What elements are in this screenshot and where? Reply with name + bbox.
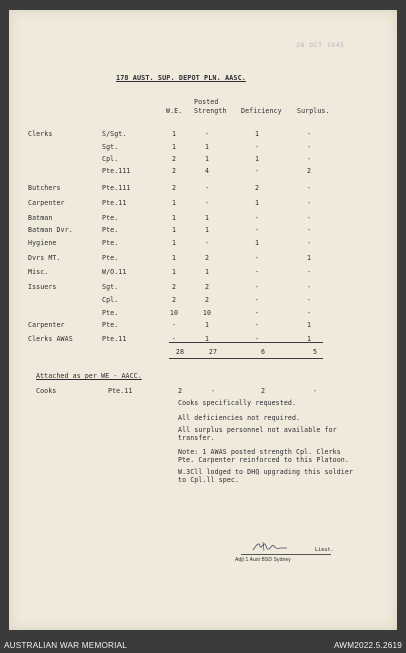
row-category: Misc. bbox=[28, 268, 49, 276]
document-title: 178 AUST. SUP. DEPOT PLN. AASC. bbox=[116, 74, 246, 82]
row-surplus: 1 bbox=[306, 321, 312, 329]
row-we: 1 bbox=[171, 199, 177, 207]
attached-rank: Pte.11 bbox=[108, 387, 133, 395]
row-category: Carpenter bbox=[28, 321, 65, 329]
row-posted-strength: 1 bbox=[204, 321, 210, 329]
row-surplus: - bbox=[306, 199, 312, 207]
row-posted-strength: - bbox=[204, 130, 210, 138]
attached-heading: Attached as per WE - AACC. bbox=[36, 372, 142, 380]
row-deficiency: - bbox=[254, 167, 260, 175]
row-posted-strength: 1 bbox=[204, 143, 210, 151]
footer-accession-number: AWM2022.5.2619 bbox=[333, 641, 402, 650]
header-surplus: Surplus. bbox=[297, 107, 330, 115]
row-category: Clerks bbox=[28, 130, 53, 138]
row-surplus: - bbox=[306, 143, 312, 151]
row-posted-strength: 1 bbox=[204, 155, 210, 163]
row-surplus: 1 bbox=[306, 335, 312, 343]
row-deficiency: 1 bbox=[254, 239, 260, 247]
row-deficiency: - bbox=[254, 214, 260, 222]
row-deficiency: - bbox=[254, 321, 260, 329]
row-we: 2 bbox=[171, 184, 177, 192]
attached-surplus: - bbox=[312, 387, 318, 395]
row-deficiency: - bbox=[254, 143, 260, 151]
row-rank: Pte. bbox=[102, 321, 119, 329]
row-surplus: - bbox=[306, 184, 312, 192]
header-deficiency: Deficiency bbox=[241, 107, 282, 115]
row-category: Batman bbox=[28, 214, 53, 222]
total-rule-top bbox=[169, 342, 323, 343]
row-surplus: - bbox=[306, 226, 312, 234]
row-rank: Pte. bbox=[102, 254, 119, 262]
row-posted-strength: 2 bbox=[204, 283, 210, 291]
row-rank: Pte. bbox=[102, 226, 119, 234]
row-deficiency: - bbox=[254, 283, 260, 291]
row-posted-strength: 2 bbox=[204, 254, 210, 262]
total-we: 28 bbox=[175, 348, 185, 356]
row-surplus: - bbox=[306, 130, 312, 138]
row-we: 2 bbox=[171, 167, 177, 175]
row-category: Butchers bbox=[28, 184, 61, 192]
row-rank: Cpl. bbox=[102, 155, 119, 163]
row-we: 10 bbox=[169, 309, 179, 317]
document-page bbox=[9, 10, 397, 630]
signature-rank: Lieut. bbox=[315, 547, 334, 553]
row-deficiency: - bbox=[254, 226, 260, 234]
attached-deficiency: 2 bbox=[260, 387, 266, 395]
row-rank: Sgt. bbox=[102, 283, 119, 291]
row-category: Dvrs MT. bbox=[28, 254, 61, 262]
row-posted-strength: - bbox=[204, 239, 210, 247]
attached-we: 2 bbox=[177, 387, 183, 395]
row-deficiency: - bbox=[254, 309, 260, 317]
row-we: - bbox=[171, 321, 177, 329]
note-line: Note: 1 AWAS posted strength Cpl. Clerks bbox=[178, 448, 341, 456]
row-posted-strength: 2 bbox=[204, 296, 210, 304]
row-rank: Pte.11 bbox=[102, 335, 127, 343]
row-surplus: 1 bbox=[306, 254, 312, 262]
row-deficiency: - bbox=[254, 296, 260, 304]
attached-category: Cooks bbox=[36, 387, 57, 395]
row-rank: Pte.111 bbox=[102, 184, 131, 192]
row-we: - bbox=[171, 335, 177, 343]
row-we: 1 bbox=[171, 226, 177, 234]
row-rank: Cpl. bbox=[102, 296, 119, 304]
row-rank: Pte. bbox=[102, 214, 119, 222]
row-rank: S/Sgt. bbox=[102, 130, 127, 138]
row-posted-strength: - bbox=[204, 184, 210, 192]
row-rank: Pte.111 bbox=[102, 167, 131, 175]
note-line: All deficiencies not required. bbox=[178, 414, 301, 422]
header-posted-line1: Posted bbox=[194, 98, 219, 106]
date-stamp: 28 OCT 1945 bbox=[296, 41, 345, 49]
row-we: 2 bbox=[171, 296, 177, 304]
row-deficiency: - bbox=[254, 335, 260, 343]
row-surplus: - bbox=[306, 239, 312, 247]
row-surplus: - bbox=[306, 214, 312, 222]
row-deficiency: 1 bbox=[254, 199, 260, 207]
row-surplus: - bbox=[306, 283, 312, 291]
footer-institution: AUSTRALIAN WAR MEMORIAL bbox=[4, 641, 128, 650]
row-surplus: - bbox=[306, 268, 312, 276]
header-posted-line2: Strength bbox=[194, 107, 227, 115]
row-surplus: - bbox=[306, 309, 312, 317]
row-deficiency: - bbox=[254, 254, 260, 262]
row-we: 1 bbox=[171, 130, 177, 138]
row-posted-strength: 1 bbox=[204, 226, 210, 234]
total-posted: 27 bbox=[208, 348, 218, 356]
row-we: 1 bbox=[171, 143, 177, 151]
row-posted-strength: 1 bbox=[204, 268, 210, 276]
row-posted-strength: 4 bbox=[204, 167, 210, 175]
row-rank: Pte. bbox=[102, 239, 119, 247]
note-line: W.3Cll lodged to DHQ upgrading this soldier bbox=[178, 468, 353, 476]
row-surplus: - bbox=[306, 296, 312, 304]
row-posted-strength: - bbox=[204, 199, 210, 207]
row-category: Clerks AWAS bbox=[28, 335, 73, 343]
row-rank: W/O.11 bbox=[102, 268, 127, 276]
row-we: 2 bbox=[171, 283, 177, 291]
row-deficiency: 1 bbox=[254, 130, 260, 138]
row-category: Hygiene bbox=[28, 239, 57, 247]
row-category: Carpenter bbox=[28, 199, 65, 207]
row-deficiency: - bbox=[254, 268, 260, 276]
row-posted-strength: 1 bbox=[204, 214, 210, 222]
total-rule-bottom bbox=[169, 358, 323, 359]
row-rank: Pte.11 bbox=[102, 199, 127, 207]
total-surplus: 5 bbox=[312, 348, 318, 356]
row-we: 1 bbox=[171, 268, 177, 276]
row-we: 1 bbox=[171, 254, 177, 262]
attached-posted: - bbox=[210, 387, 216, 395]
note-line: Pte. Carpenter reinforced to this Platoon. bbox=[178, 456, 349, 464]
signature-caption: Adjt 1 Aust BSD Sydney bbox=[235, 557, 291, 563]
row-posted-strength: 1 bbox=[204, 335, 210, 343]
header-we: W.E. bbox=[166, 107, 183, 115]
row-deficiency: 1 bbox=[254, 155, 260, 163]
note-line: transfer. bbox=[178, 434, 215, 442]
total-deficiency: 6 bbox=[260, 348, 266, 356]
row-category: Issuers bbox=[28, 283, 57, 291]
row-we: 1 bbox=[171, 214, 177, 222]
row-we: 1 bbox=[171, 239, 177, 247]
row-posted-strength: 10 bbox=[202, 309, 212, 317]
row-surplus: - bbox=[306, 155, 312, 163]
row-rank: Sgt. bbox=[102, 143, 119, 151]
row-category: Batman Dvr. bbox=[28, 226, 73, 234]
row-deficiency: 2 bbox=[254, 184, 260, 192]
handwritten-signature bbox=[251, 540, 291, 554]
note-line: All surplus personnel not available for bbox=[178, 426, 337, 434]
row-rank: Pte. bbox=[102, 309, 119, 317]
note-line: to Cpl.ll spec. bbox=[178, 476, 240, 484]
signature-line bbox=[241, 554, 331, 555]
row-we: 2 bbox=[171, 155, 177, 163]
row-surplus: 2 bbox=[306, 167, 312, 175]
note-line: Cooks specifically requested. bbox=[178, 399, 297, 407]
